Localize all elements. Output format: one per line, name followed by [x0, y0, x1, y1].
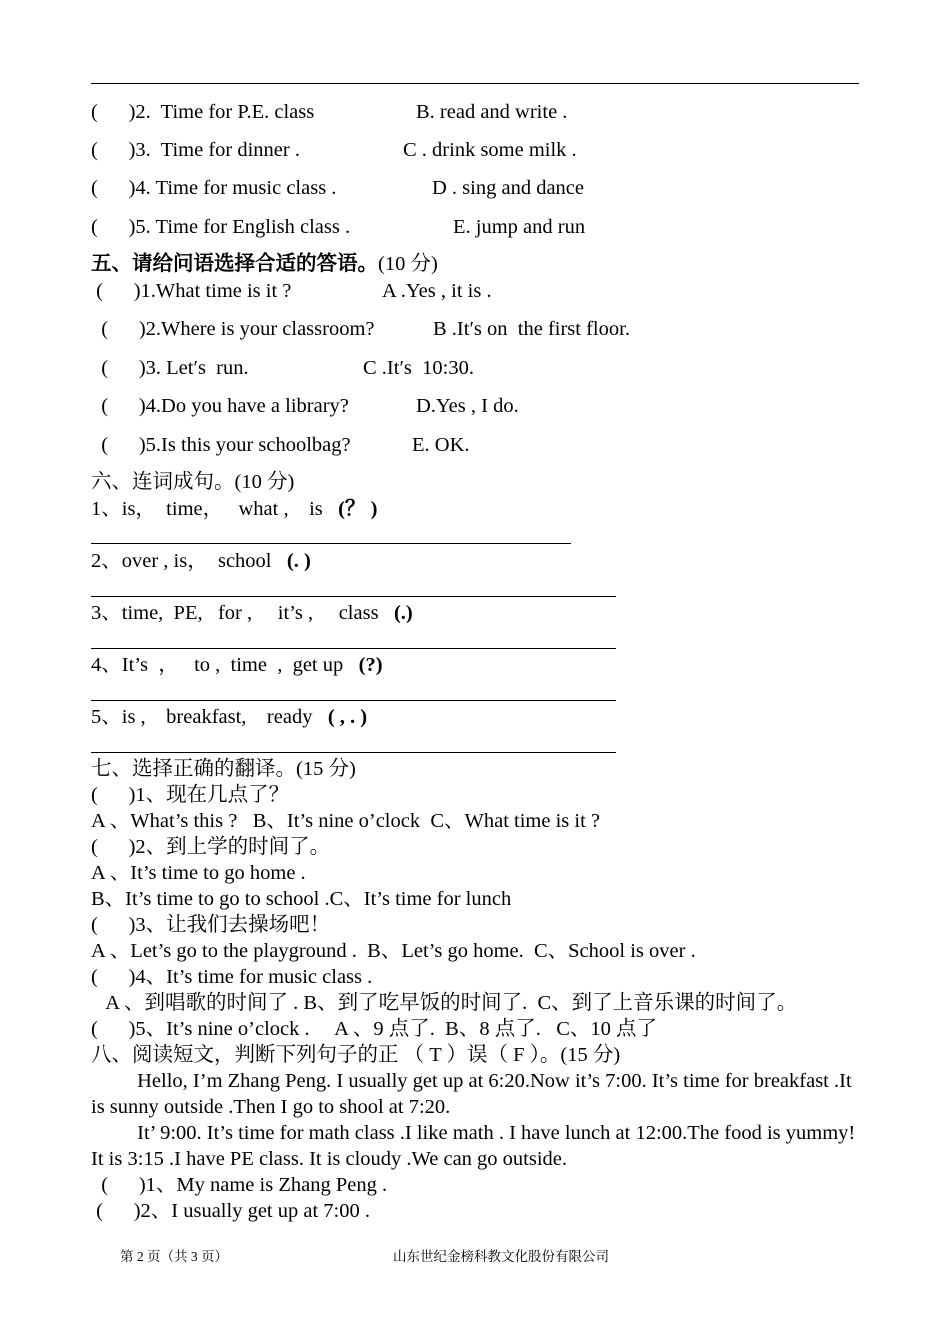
part7-line: B、It’s time to go to school .C、It’s time for lunch [91, 888, 512, 910]
part5-option-e: E. OK. [412, 434, 470, 456]
part4-q3: ( )3. Time for dinner . [91, 139, 300, 161]
part6-item-2 [91, 549, 311, 573]
answer-line-1 [91, 543, 571, 544]
part4-option-d: D . sing and dance [432, 177, 584, 199]
part4-option-c: C . drink some milk . [403, 139, 577, 161]
part5-score: (10 分) [378, 253, 438, 275]
part5-q3: ( )3. Let′s run. [91, 357, 249, 379]
part6-item-4 [91, 653, 383, 677]
part5-option-b: B .It′s on the first floor. [433, 318, 630, 340]
part6-item-5 [91, 705, 367, 729]
part5-option-d: D.Yes , I do. [416, 395, 519, 417]
part5-q4: ( )4.Do you have a library? [91, 395, 349, 417]
part6-item-2-punct: (. ) [286, 550, 311, 572]
passage-line: is sunny outside .Then I go to shool at 7:20. [91, 1096, 451, 1118]
part6-item-4-words: 4、It’s ， to , time , get up [91, 654, 359, 676]
answer-line-2 [91, 596, 616, 597]
part4-option-e: E. jump and run [453, 216, 586, 238]
part7-line: ( )1、现在几点了？ [91, 784, 290, 806]
part4-q4: ( )4. Time for music class . [91, 177, 337, 199]
part4-q5: ( )5. Time for English class . [91, 216, 351, 238]
part5-heading-text: 五、请给问语选择合适的答语。 [91, 253, 378, 275]
part7-line: ( )5、It’s nine o’clock . A 、9 点了. B、8 点了. C、10 点了 [91, 1018, 658, 1040]
top-answer-line [91, 83, 859, 84]
page-number: 第 2 页（共 3 页） [120, 1249, 228, 1264]
part6-item-1 [91, 497, 377, 521]
part6-item-1-words: 1、is， time， what , is [91, 498, 339, 520]
publisher-name: 山东世纪金榜科教文化股份有限公司 [393, 1249, 609, 1264]
part7-line: A 、Let’s go to the playground . B、Let’s go home. C、School is over . [91, 940, 696, 962]
part7-line: A 、It’s time to go home . [91, 862, 306, 884]
part6-item-5-punct: ( , . ) [327, 706, 368, 728]
part5-q2: ( )2.Where is your classroom? [91, 318, 375, 340]
part4-option-b: B. read and write . [416, 101, 568, 123]
answer-line-5 [91, 752, 616, 753]
part6-heading: 六、连词成句。(10 分) [91, 471, 295, 493]
part5-option-a: A .Yes , it is . [382, 280, 492, 302]
part7-line: A 、到唱歌的时间了 . B、到了吃早饭的时间了. C、到了上音乐课的时间了。 [91, 992, 798, 1014]
part5-q1: ( )1.What time is it ? [91, 280, 292, 302]
part8-question: ( )1、My name is Zhang Peng . [91, 1174, 388, 1196]
part4-q2: ( )2. Time for P.E. class [91, 101, 315, 123]
part7-line: A 、What’s this ? B、It’s nine o’clock C、What time is it ? [91, 810, 601, 832]
passage-line: It is 3:15 .I have PE class. It is cloudy .We can go outside. [91, 1148, 568, 1170]
part6-item-5-words: 5、is , breakfast, ready [91, 706, 328, 728]
part6-item-3-punct: (.) [393, 602, 413, 624]
part7-line: ( )3、让我们去操场吧！ [91, 914, 331, 936]
answer-line-3 [91, 648, 616, 649]
part5-heading [91, 252, 438, 276]
part7-line: ( )2、到上学的时间了。 [91, 836, 331, 858]
part8-heading: 八、阅读短文，判断下列句子的正 （ T ）误（ F ）。(15 分) [91, 1044, 621, 1066]
part6-item-1-punct: (？ ) [338, 498, 378, 520]
part6-item-4-punct: (?) [358, 654, 383, 676]
part6-item-3-words: 3、time, PE, for , it’s , class [91, 602, 394, 624]
part5-option-c: C .It′s 10:30. [363, 357, 474, 379]
passage-line: It’ 9:00. It’s time for math class .I like math . I have lunch at 12:00.The food is yummy! [91, 1122, 856, 1144]
passage-line: Hello, I’m Zhang Peng. I usually get up at 6:20.Now it’s 7:00. It’s time for breakfast .It [91, 1070, 852, 1092]
part8-question: ( )2、I usually get up at 7:00 . [91, 1200, 370, 1222]
answer-line-4 [91, 700, 616, 701]
part5-q5: ( )5.Is this your schoolbag? [91, 434, 351, 456]
part7-line: ( )4、It’s time for music class . [91, 966, 373, 988]
part7-heading: 七、选择正确的翻译。(15 分) [91, 758, 356, 780]
part6-item-2-words: 2、over , is， school [91, 550, 287, 572]
part6-item-3 [91, 601, 413, 625]
